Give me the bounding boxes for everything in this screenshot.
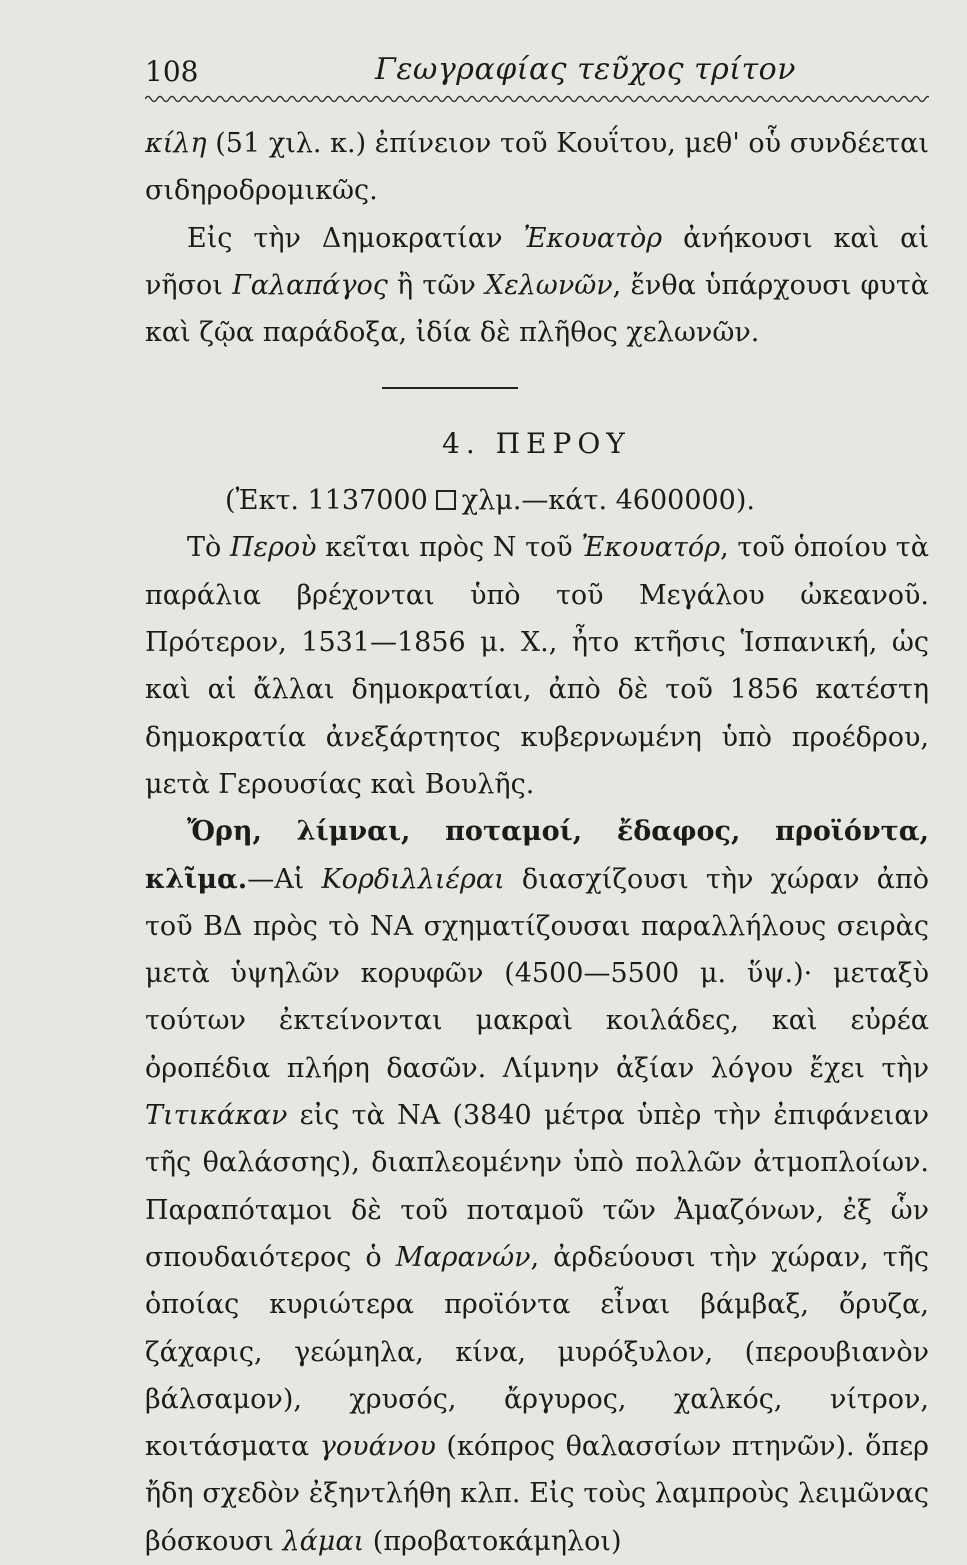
paragraph-1: κίλη (51 χιλ. κ.) ἐπίνειον τοῦ Κουΐτου, μεθ' οὗ συνδέεται σιδηροδρομικῶς.	[145, 128, 929, 207]
paragraph-3: Τὸ Περοὺ κεῖται πρὸς Ν τοῦ Ἐκουατόρ, τοῦ ὁποίου τὰ παράλια βρέχονται ὑπὸ τοῦ Μεγάλου ὠκεανοῦ. Πρότερον, 1531—1856 μ. Χ., ἦτο κτῆσις Ἱσπανική, ὡς καὶ αἱ ἄλλαι δημοκρατίαι, ἀπὸ δὲ τοῦ 1856 κατέστη δημοκρατία ἀνεξάρτητος κυβερνωμένη ὑπὸ προέδρου, μετὰ Γερουσίας καὶ Βουλῆς.	[145, 532, 929, 800]
page-header	[145, 0, 929, 100]
running-title: Γεωγραφίας τεῦχος τρίτον	[375, 52, 796, 87]
subsection-heading: Ὄρη, λίμναι, ποταμοί, ἔδαφος, προϊόντα, κλῖμα.	[145, 816, 929, 895]
square-km-box-icon	[436, 490, 456, 510]
country-stats: (Ἐκτ. 1137000 χλμ.—κάτ. 4600000).	[225, 485, 755, 517]
paragraph-2: Εἰς τὴν Δημοκρατίαν Ἐκουατὸρ ἀνήκουσι καὶ αἱ νῆσοι Γαλαπάγος ἢ τῶν Χελωνῶν, ἔνθα ὑπάρχουσι φυτὰ καὶ ζῷα παράδοξα, ἰδία δὲ πλῆθος χελωνῶν.	[145, 222, 930, 349]
section-divider	[382, 387, 518, 389]
paragraph-4: Ὄρη, λίμναι, ποταμοί, ἔδαφος, προϊόντα, κλῖμα.—Αἱ Κορδιλλιέραι διασχίζουσι τὴν χώραν ἀπὸ τοῦ ΒΔ πρὸς τὸ ΝΑ σχηματίζουσαι παραλλήλους σειρὰς μετὰ ὑψηλῶν κορυφῶν (4500—5500 μ. ὕψ.)· μεταξὺ τούτων ἐκτείνονται μακραὶ κοιλάδες, καὶ εὐρέα ὀροπέδια πλήρη δασῶν. Λίμνην ἀξίαν λόγου ἔχει τὴν Τιτικάκαν εἰς τὰ ΝΑ (3840 μέτρα ὑπὲρ τὴν ἐπιφάνειαν τῆς θαλάσσης), διαπλεομένην ὑπὸ πολλῶν ἀτμοπλοίων. Παραπόταμοι δὲ τοῦ ποταμοῦ τῶν Ἀμαζόνων, ἐξ ὧν σπουδαιότερος ὁ Μαρανών, ἀρδεύουσι τὴν χώραν, τῆς ὁποίας κυριώτερα προϊόντα εἶναι βάμβαξ, ὄρυζα, ζάχαρις, γεώμηλα, κίνα, μυρόξυλον, (περουβιανὸν βάλσαμον), χρυσός, ἄργυρος, χαλκός, νίτρον, κοιτάσματα γουάνου (κόπρος θαλασσίων πτηνῶν). ὅπερ ἤδη σχεδὸν ἐξηντλήθη κλπ. Εἰς τοὺς λαμπροὺς λειμῶνας βόσκουσι λάμαι (προβατοκάμηλοι)	[145, 816, 930, 1557]
wavy-header-rule	[145, 92, 929, 106]
page-number: 108	[145, 55, 199, 88]
section-title: 4. ΠΕΡΟΥ	[442, 427, 631, 461]
